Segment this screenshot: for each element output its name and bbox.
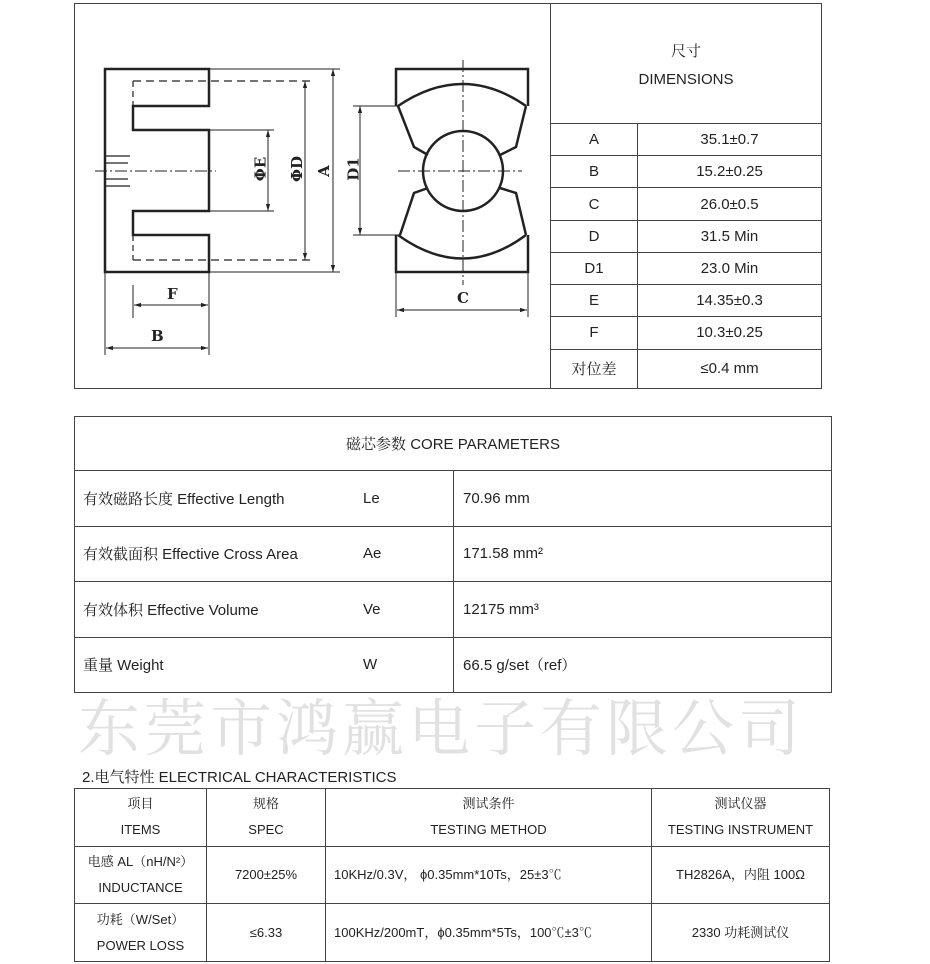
header-cn: 规格 bbox=[252, 796, 279, 812]
table-row bbox=[551, 349, 822, 388]
param-value: 171.58 mm² bbox=[454, 526, 832, 582]
electrical-table bbox=[74, 788, 830, 962]
param-value: 70.96 mm bbox=[454, 471, 832, 527]
dim-key: E bbox=[551, 285, 638, 317]
label-b: B bbox=[151, 327, 164, 345]
dim-key: A bbox=[551, 124, 638, 156]
dim-value: 35.1±0.7 bbox=[638, 124, 822, 156]
param-name: 有效体积 Effective Volume bbox=[75, 582, 364, 638]
table-row bbox=[551, 285, 822, 317]
dim-value: 31.5 Min bbox=[638, 220, 822, 252]
item-en: POWER LOSS bbox=[96, 937, 185, 953]
dim-value: ≤0.4 mm bbox=[638, 349, 822, 388]
spec: 7200±25% bbox=[207, 846, 326, 904]
instrument: TH2826A，内阻 100Ω bbox=[652, 846, 830, 904]
param-name: 重量 Weight bbox=[75, 637, 364, 693]
dimensions-title-cn: 尺寸 bbox=[670, 42, 701, 60]
item-cn: 电感 AL（nH/N²） bbox=[87, 853, 194, 869]
param-name: 有效截面积 Effective Cross Area bbox=[75, 526, 364, 582]
table-row bbox=[551, 188, 822, 220]
dim-value: 23.0 Min bbox=[638, 252, 822, 284]
header-cn: 测试条件 bbox=[462, 796, 515, 812]
label-d1: D1 bbox=[344, 157, 363, 181]
dim-key: F bbox=[551, 317, 638, 349]
method: 100KHz/200mT，ϕ0.35mm*5Ts，100℃±3℃ bbox=[326, 904, 652, 962]
dim-key: D bbox=[551, 220, 638, 252]
table-row bbox=[551, 156, 822, 188]
table-row bbox=[75, 904, 830, 962]
dimensions-title-en: DIMENSIONS bbox=[638, 70, 734, 88]
param-symbol: Le bbox=[363, 471, 454, 527]
dimensions-table bbox=[550, 3, 822, 389]
label-a: A bbox=[314, 165, 333, 177]
param-symbol: Ve bbox=[363, 582, 454, 638]
table-row bbox=[75, 637, 832, 693]
table-row bbox=[75, 471, 832, 527]
table-row bbox=[551, 317, 822, 349]
label-phi-d: ΦD bbox=[288, 155, 307, 183]
dim-key: D1 bbox=[551, 252, 638, 284]
table-row bbox=[75, 526, 832, 582]
param-value: 66.5 g/set（ref） bbox=[454, 637, 832, 693]
dim-value: 14.35±0.3 bbox=[638, 285, 822, 317]
item-en: INDUCTANCE bbox=[98, 879, 183, 895]
table-row bbox=[551, 252, 822, 284]
table-row bbox=[551, 220, 822, 252]
dim-value: 10.3±0.25 bbox=[638, 317, 822, 349]
label-phi-e: ΦE bbox=[251, 156, 270, 182]
dimensions-header bbox=[551, 4, 822, 124]
header-cn: 测试仪器 bbox=[714, 796, 767, 812]
dim-value: 26.0±0.5 bbox=[638, 188, 822, 220]
dim-value: 15.2±0.25 bbox=[638, 156, 822, 188]
spec: ≤6.33 bbox=[207, 904, 326, 962]
label-c: C bbox=[457, 289, 469, 307]
core-parameters-table bbox=[74, 416, 832, 693]
item-cn: 功耗（W/Set） bbox=[96, 911, 185, 927]
dim-key: B bbox=[551, 156, 638, 188]
header-cn: 项目 bbox=[127, 796, 154, 812]
dim-key: 对位差 bbox=[551, 349, 638, 388]
watermark: 东莞市鸿赢电子有限公司 bbox=[78, 692, 805, 765]
header-en: TESTING METHOD bbox=[430, 822, 547, 838]
param-name: 有效磁路长度 Effective Length bbox=[75, 471, 364, 527]
table-row bbox=[551, 124, 822, 156]
electrical-title: 2.电气特性 ELECTRICAL CHARACTERISTICS bbox=[82, 769, 397, 786]
header-en: ITEMS bbox=[120, 822, 161, 838]
param-symbol: Ae bbox=[363, 526, 454, 582]
label-f: F bbox=[167, 285, 178, 303]
instrument: 2330 功耗测试仪 bbox=[652, 904, 830, 962]
header-en: TESTING INSTRUMENT bbox=[667, 822, 814, 838]
header-en: SPEC bbox=[248, 822, 284, 838]
table-row bbox=[75, 582, 832, 638]
method: 10KHz/0.3V， ϕ0.35mm*10Ts，25±3℃ bbox=[326, 846, 652, 904]
dim-key: C bbox=[551, 188, 638, 220]
param-value: 12175 mm³ bbox=[454, 582, 832, 638]
table-row bbox=[75, 846, 830, 904]
table-header-row bbox=[75, 789, 830, 847]
param-symbol: W bbox=[363, 637, 454, 693]
core-parameters-title: 磁芯参数 CORE PARAMETERS bbox=[75, 417, 832, 471]
